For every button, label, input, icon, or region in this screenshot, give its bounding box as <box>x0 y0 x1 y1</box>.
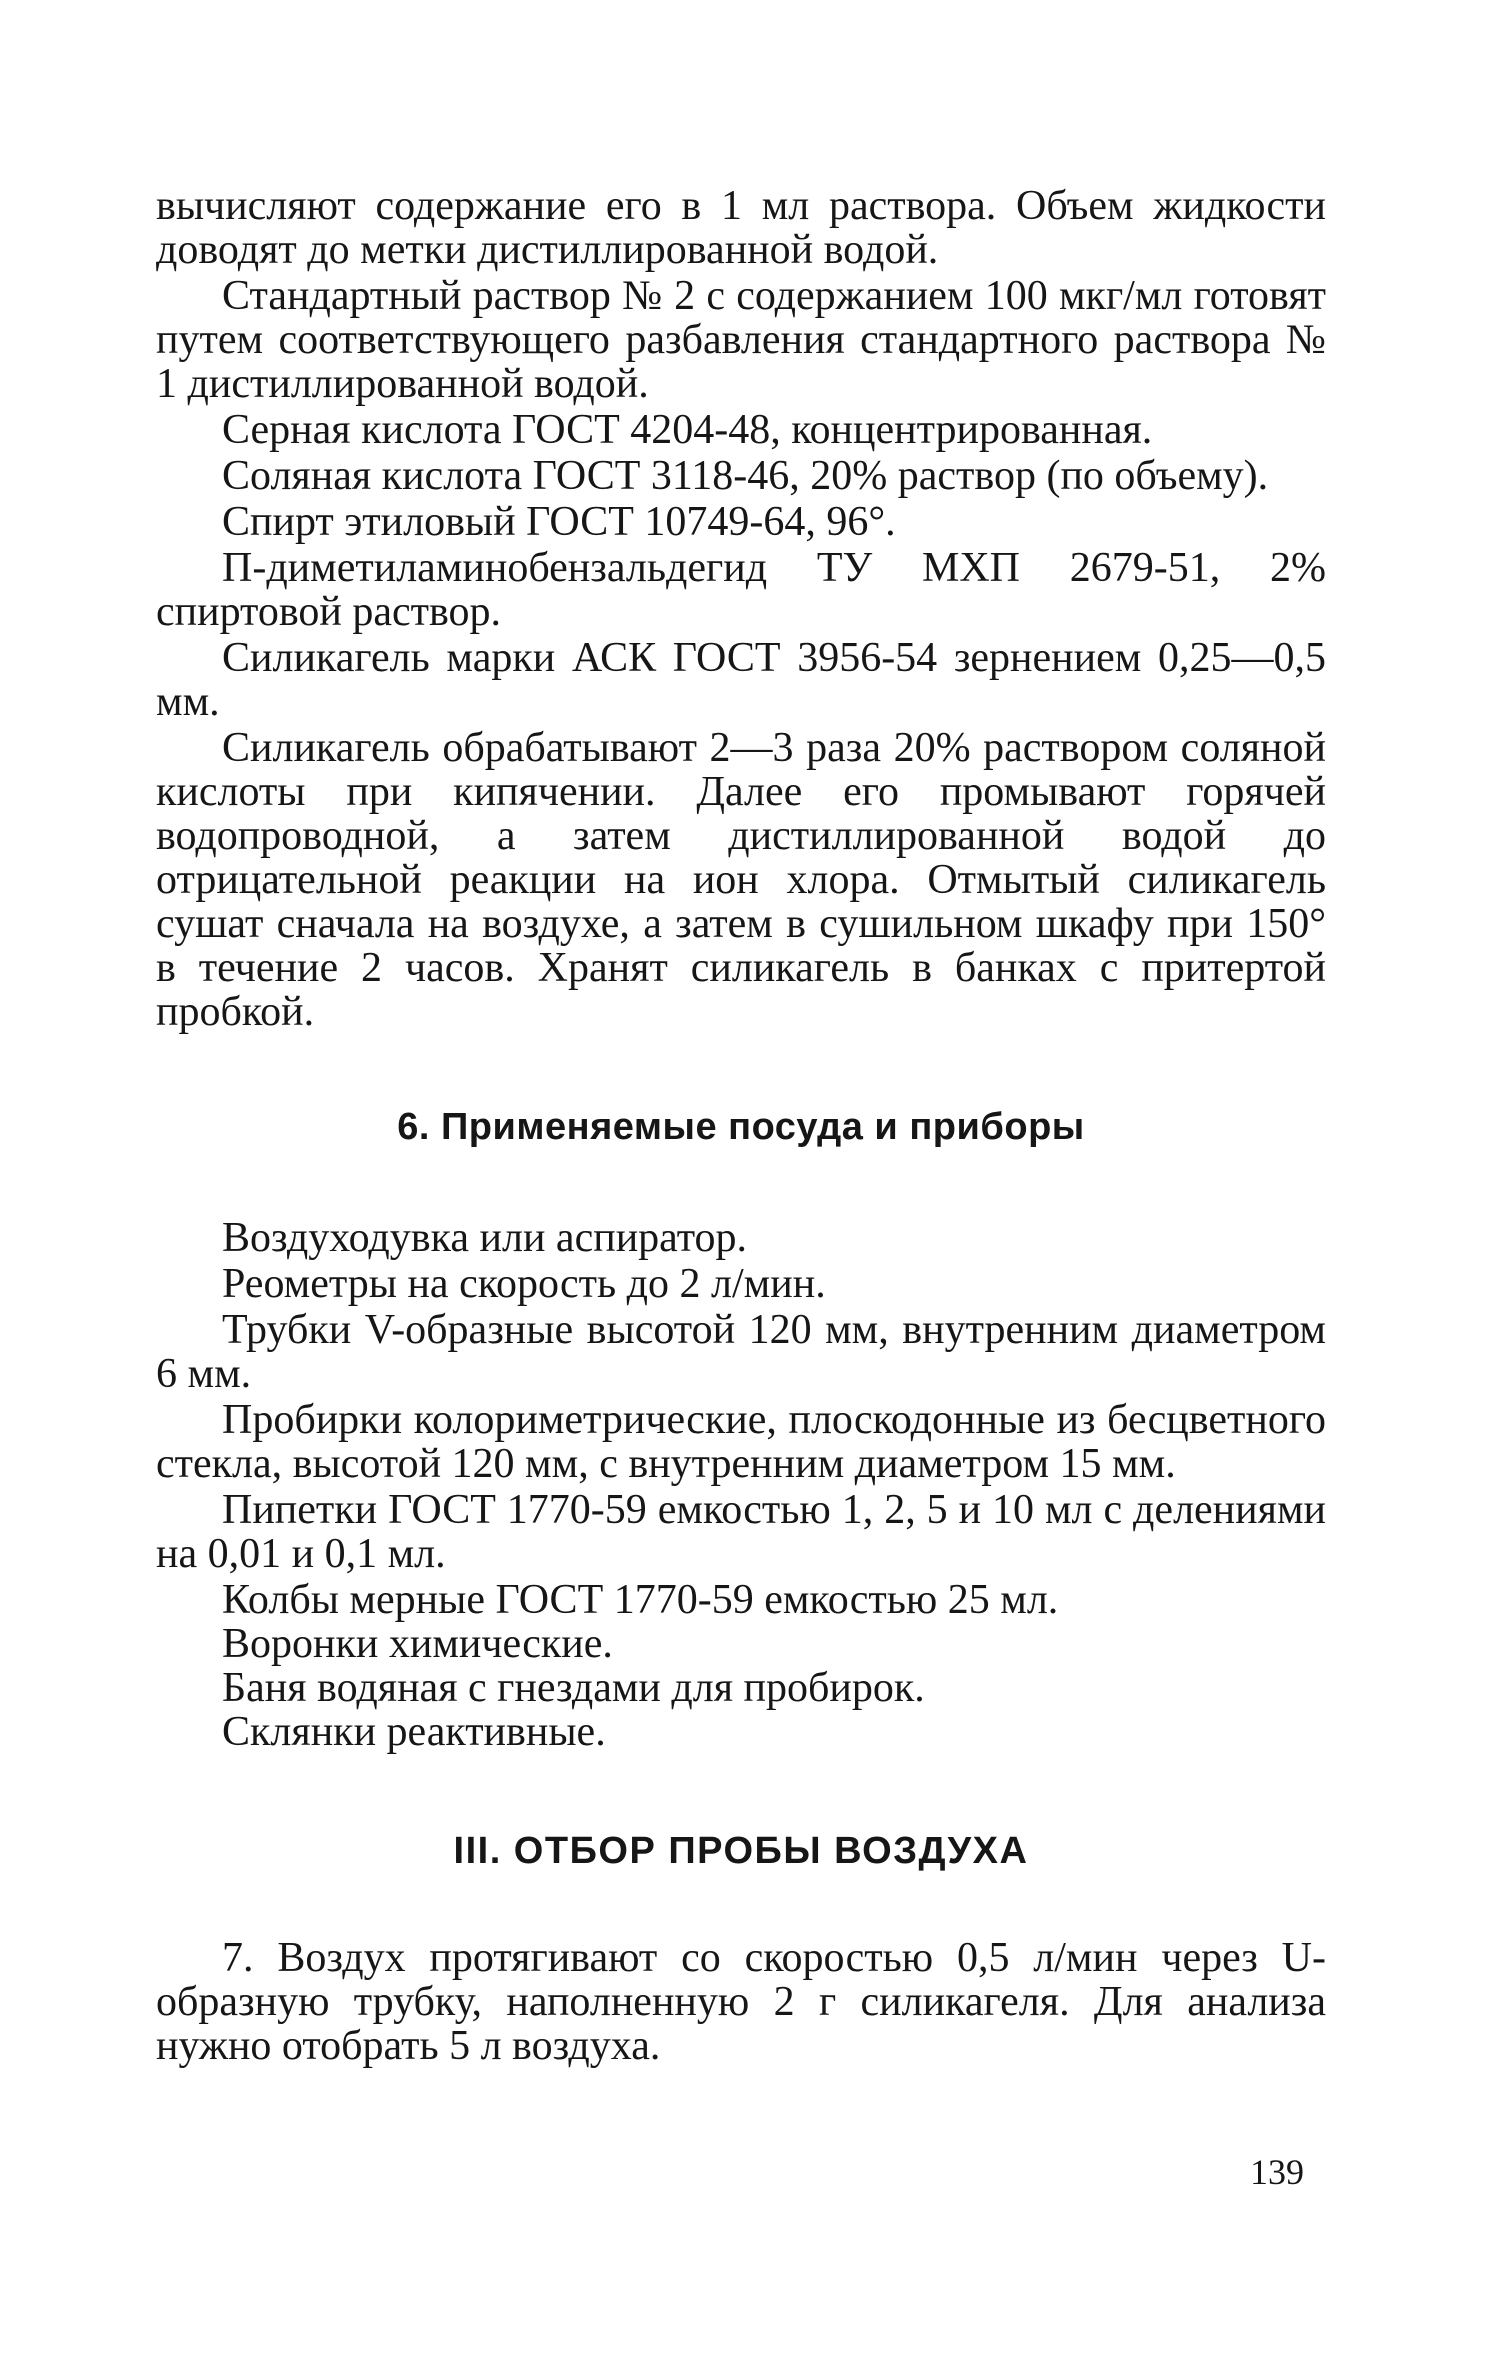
list-item-pipettes: Пипетки ГОСТ 1770-59 емкостью 1, 2, 5 и 10 мл с делениями на 0,01 и 0,1 мл. <box>156 1487 1326 1577</box>
list-item-rheometers: Реометры на скорость до 2 л/мин. <box>222 1261 826 1307</box>
paragraph-sulfuric-acid: Серная кислота ГОСТ 4204-48, концентрированная. <box>222 407 1153 453</box>
page-body <box>156 184 1326 2068</box>
list-item-funnels: Воронки химические. <box>222 1621 613 1667</box>
paragraph-silica-gel-grade: Силикагель марки АСК ГОСТ 3956-54 зернением 0,25—0,5 мм. <box>156 635 1326 725</box>
paragraph-continuation: вычисляют содержание его в 1 мл раствора. Объем жидкости доводят до метки дистиллированной водой. <box>156 183 1326 273</box>
list-item-test-tubes: Пробирки колориметрические, плоскодонные из бесцветного стекла, высотой 120 мм, с внутренним диаметром 15 мм. <box>156 1397 1326 1487</box>
paragraph-silica-gel-treatment: Силикагель обрабатывают 2—3 раза 20% раствором соляной кислоты при кипячении. Далее его промывают горячей водопроводной, а затем дистиллированной водой до отрицательной реакции на ион хлора. Отмытый силикагель сушат сначала на воздухе, а затем в сушильном шкафу при 150° в течение 2 часов. Хранят силикагель в банках с притертой пробкой. <box>156 725 1326 1035</box>
list-item-reagent-bottles: Склянки реактивные. <box>222 1709 606 1755</box>
paragraph-air-sampling: 7. Воздух протягивают со скоростью 0,5 л/мин через U-образную трубку, наполненную 2 г силикагеля. Для анализа нужно отобрать 5 л воздуха. <box>156 1935 1326 2069</box>
page-number: 139 <box>1250 2152 1304 2192</box>
list-item-blower: Воздуходувка или аспиратор. <box>222 1215 748 1261</box>
paragraph-standard-solution-2: Стандартный раствор № 2 с содержанием 100 мкг/мл готовят путем соответствующего разбавления стандартного раствора № 1 дистиллированной водой. <box>156 273 1326 407</box>
list-item-flasks: Колбы мерные ГОСТ 1770-59 емкостью 25 мл. <box>222 1577 1059 1623</box>
section-heading-equipment: 6. Применяемые посуда и приборы <box>397 1106 1085 1148</box>
paragraph-dimethylaminobenzaldehyde: П-диметиламинобензальдегид ТУ МХП 2679-51, 2% спиртовой раствор. <box>156 545 1326 635</box>
paragraph-hydrochloric-acid: Соляная кислота ГОСТ 3118-46, 20% раствор (по объему). <box>222 453 1269 499</box>
list-item-v-tubes: Трубки V-образные высотой 120 мм, внутренним диаметром 6 мм. <box>156 1307 1326 1397</box>
list-item-water-bath: Баня водяная с гнездами для пробирок. <box>222 1665 925 1711</box>
chapter-heading-air-sampling: III. ОТБОР ПРОБЫ ВОЗДУХА <box>453 1830 1029 1872</box>
paragraph-ethyl-alcohol: Спирт этиловый ГОСТ 10749-64, 96°. <box>222 499 896 545</box>
